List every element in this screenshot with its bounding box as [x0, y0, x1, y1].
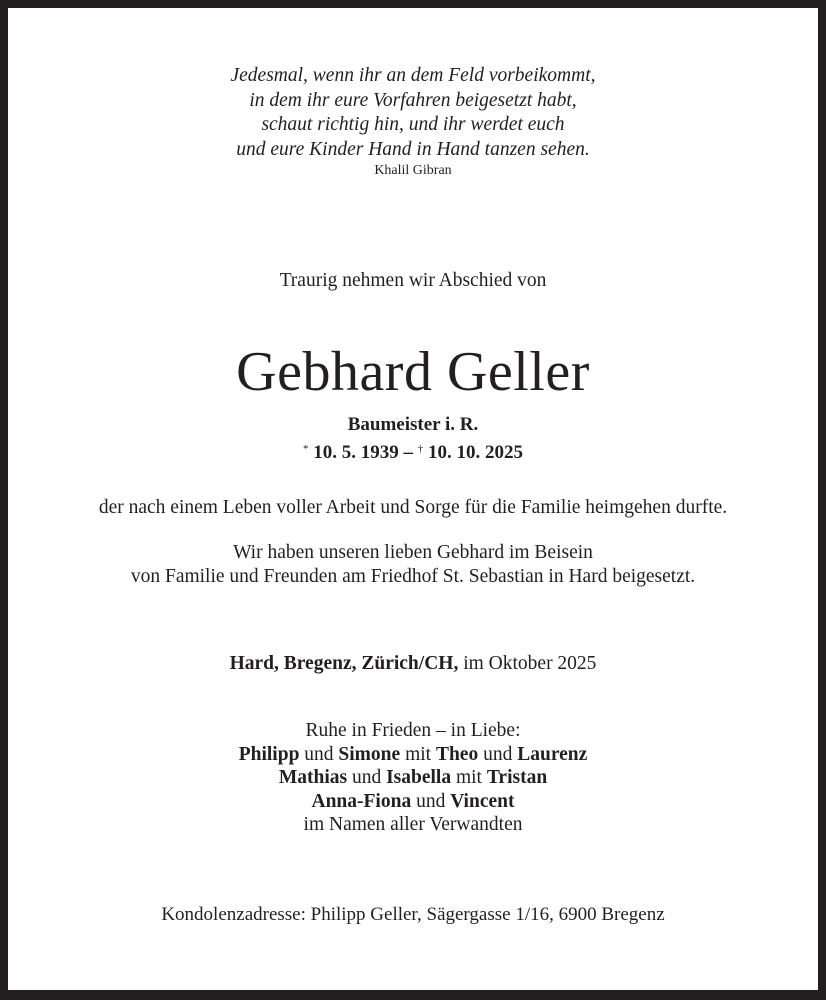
- birth-date: 10. 5. 1939: [313, 442, 399, 463]
- mourner-name: Laurenz: [517, 743, 588, 765]
- places: Hard, Bregenz, Zürich/CH,: [229, 653, 459, 674]
- burial-line: von Familie und Freunden am Friedhof St. Sebastian in Hard beigesetzt.: [130, 566, 696, 587]
- quote-line: schaut richtig hin, und ihr werdet euch: [261, 114, 565, 135]
- place-and-date: [8, 653, 818, 675]
- date: im Oktober 2025: [458, 653, 597, 674]
- mourners-row: [8, 790, 818, 814]
- birth-star-icon: *: [303, 443, 309, 455]
- obituary-card: [8, 8, 818, 990]
- quote-line: Jedesmal, wenn ihr an dem Feld vorbeikommt,: [230, 65, 596, 86]
- mourner-name: Isabella: [386, 767, 452, 788]
- quote: [8, 64, 818, 162]
- deceased-title: Baumeister i. R.: [347, 414, 479, 435]
- death-cross-icon: †: [417, 443, 424, 455]
- condolence-address: Kondolenzadresse: Philipp Geller, Sägergasse 1/16, 6900 Bregenz: [161, 904, 665, 925]
- intro-text: Traurig nehmen wir Abschied von: [279, 270, 547, 291]
- connector: und: [347, 767, 387, 788]
- burial-line: Wir haben unseren lieben Gebhard im Beisein: [233, 542, 593, 563]
- connector: mit: [451, 767, 487, 788]
- quote-line: und eure Kinder Hand in Hand tanzen sehen.: [236, 138, 590, 160]
- mourners-heading: Ruhe in Frieden – in Liebe:: [305, 720, 521, 741]
- quote-line: in dem ihr eure Vorfahren beigesetzt habt,: [249, 89, 577, 111]
- mourners: [8, 719, 818, 837]
- death-date: 10. 10. 2025: [428, 442, 523, 463]
- mourner-name: Vincent: [450, 790, 515, 812]
- burial-statement: [8, 541, 818, 589]
- connector: mit: [400, 743, 436, 765]
- mourner-name: Mathias: [278, 767, 348, 788]
- mourners-row: [8, 743, 818, 767]
- life-statement: der nach einem Leben voller Arbeit und Sorge für die Familie heimgehen durfte.: [98, 497, 728, 518]
- mourner-name: Anna-Fiona: [311, 790, 412, 812]
- connector: und: [299, 743, 339, 765]
- quote-author: Khalil Gibran: [374, 163, 452, 178]
- life-dates: [8, 437, 818, 465]
- connector: und: [478, 743, 518, 765]
- mourner-name: Theo: [435, 743, 479, 765]
- mourner-name: Simone: [338, 743, 401, 765]
- mourners-footer: im Namen aller Verwandten: [303, 814, 523, 835]
- deceased-name: Gebhard Geller: [236, 341, 590, 403]
- connector: und: [411, 790, 451, 812]
- deceased-details: [8, 413, 818, 465]
- date-separator: –: [398, 442, 418, 463]
- mourner-name: Philipp: [238, 743, 300, 765]
- mourners-row: [8, 766, 818, 790]
- mourner-name: Tristan: [486, 767, 548, 788]
